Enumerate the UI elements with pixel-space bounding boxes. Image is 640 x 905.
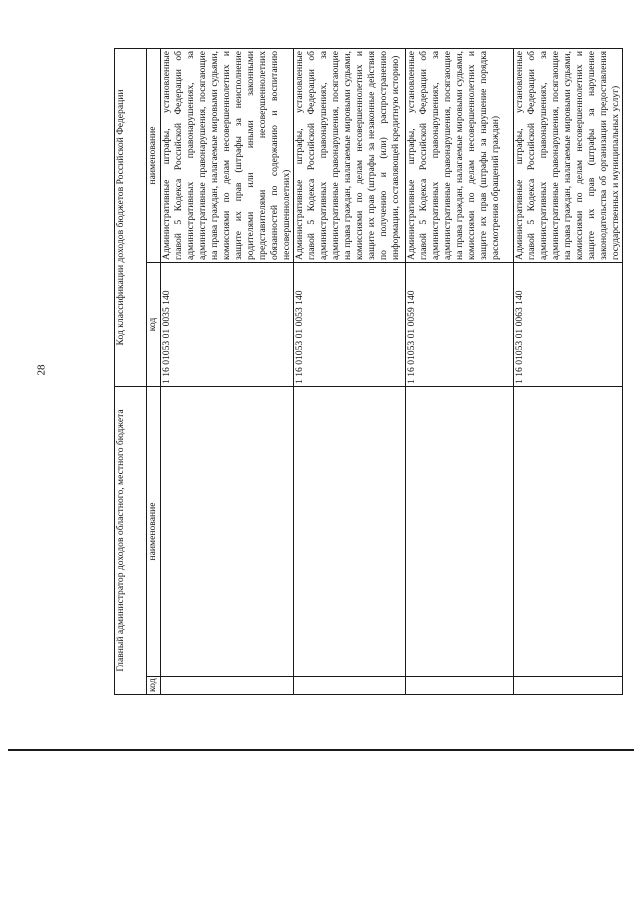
- col-kod2-header: код: [147, 262, 161, 386]
- row-code: 1 16 01053 01 0059 140: [406, 262, 514, 386]
- row-admin-code: [294, 677, 406, 695]
- row-code: 1 16 01053 01 0063 140: [514, 262, 623, 386]
- row-code: 1 16 01053 01 0035 140: [161, 262, 294, 386]
- row-admin-name: [406, 386, 514, 676]
- row-admin-name: [161, 386, 294, 676]
- table-header-row: [115, 48, 147, 694]
- admin-group-header: Главный администратор доходов областного, местного бюджета: [115, 386, 147, 694]
- table-row: [294, 48, 406, 694]
- col-kod-header: код: [147, 677, 161, 695]
- rotated-table-container: [114, 49, 621, 695]
- row-admin-code: [161, 677, 294, 695]
- row-description: Административные штрафы, установленные главой 5 Кодекса Российской Федерации об административных правонарушениях, за административные правонарушения, посягающие на права граждан, налагаемые мировыми судьями, комиссиями по делам несовершеннолетних и защите их прав (штрафы за нарушение законодательства об организации предоставления государственных и муниципальных услуг): [514, 48, 623, 262]
- row-code: 1 16 01053 01 0053 140: [294, 262, 406, 386]
- table-row: [406, 48, 514, 694]
- col-name2-header: наименование: [147, 48, 161, 262]
- row-admin-name: [514, 386, 623, 676]
- table-row: [514, 48, 623, 694]
- row-description: Административные штрафы, установленные главой 5 Кодекса Российской Федерации об административных правонарушениях, за административные правонарушения, посягающие на права граждан, налагаемые мировыми судьями, комиссиями по делам несовершеннолетних и защите их прав (штрафы за нарушение порядка рассмотрения обращений граждан): [406, 48, 514, 262]
- classification-group-header: Код классификации доходов бюджетов Российской Федерации: [115, 48, 147, 386]
- row-admin-code: [406, 677, 514, 695]
- page-number: 28: [35, 364, 48, 376]
- col-name-header: наименование: [147, 386, 161, 676]
- table-row: [161, 48, 294, 694]
- row-description: Административные штрафы, установленные главой 5 Кодекса Российской Федерации об административных правонарушениях, за административные правонарушения, посягающие на права граждан, налагаемые мировыми судьями, комиссиями по делам несовершеннолетних и защите их прав (штрафы за неисполнение родителями или иными законными представителями несовершеннолетних обязанностей по содержанию и воспитанию несовершеннолетних): [161, 48, 294, 262]
- row-admin-code: [514, 677, 623, 695]
- row-description: Административные штрафы, установленные главой 5 Кодекса Российской Федерации об административных правонарушениях, за административные правонарушения, посягающие на права граждан, налагаемые мировыми судьями, комиссиями по делам несовершеннолетних и защите их прав (штрафы за незаконные действия по получению и (или) распространению информации, составляющей кредитную историю): [294, 48, 406, 262]
- bottom-rule: [8, 749, 634, 751]
- revenue-classification-table: [114, 48, 623, 695]
- row-admin-name: [294, 386, 406, 676]
- table-subheader-row: [147, 48, 161, 694]
